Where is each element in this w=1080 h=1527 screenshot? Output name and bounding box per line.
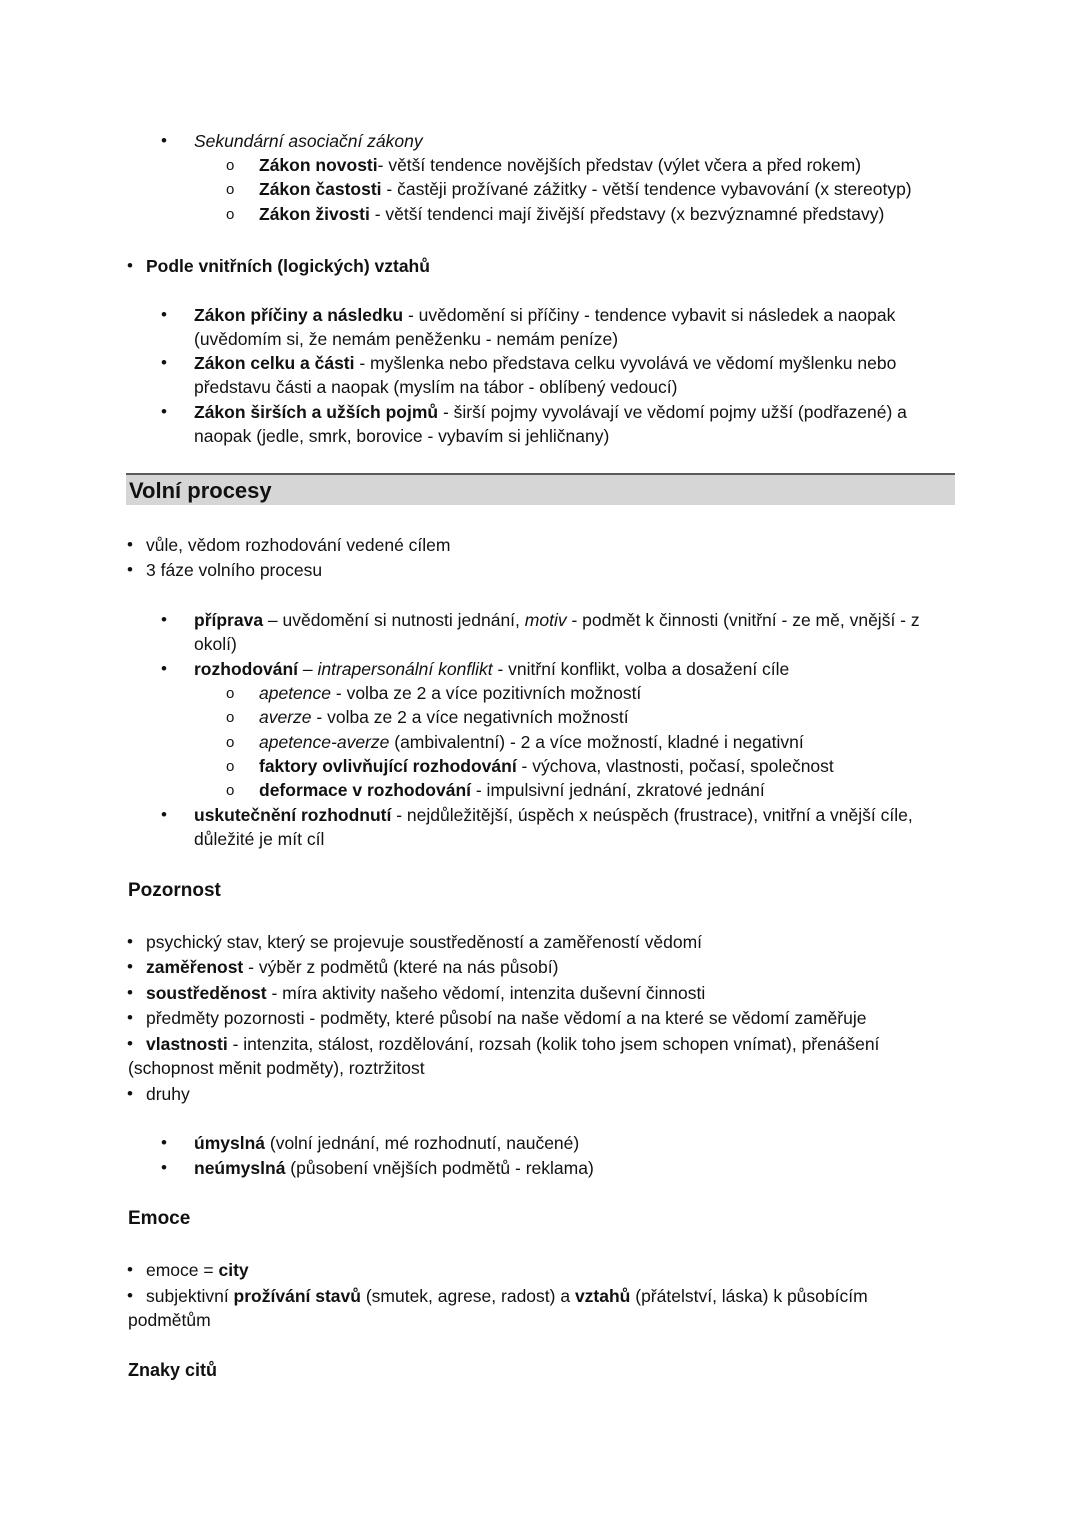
bullet-icon: • bbox=[127, 256, 133, 275]
bullet-icon: • bbox=[161, 610, 167, 629]
bullet-icon: • bbox=[161, 305, 167, 324]
circle-bullet-icon: o bbox=[226, 157, 235, 174]
law-novosti: Zákon novosti- větší tendence novějších představ (výlet včera a před rokem) bbox=[259, 155, 862, 175]
emoce-line-1: emoce = city bbox=[146, 1260, 249, 1280]
law-castosti: Zákon častosti - častěji prožívané zážitky - větší tendence vybavování (x stereotyp) bbox=[259, 179, 912, 199]
law-priciny-cont: (uvědomím si, že nemám peněženku - nemám peníze) bbox=[194, 329, 619, 349]
bullet-icon: • bbox=[161, 353, 167, 372]
law-sirsich-cont: naopak (jedle, smrk, borovice - vybavím si jehličnany) bbox=[194, 426, 610, 446]
sub-deformace: deformace v rozhodování - impulsivní jednání, zkratové jednání bbox=[259, 780, 765, 800]
phase-rozhodovani: rozhodování – intrapersonální konflikt - vnitřní konflikt, volba a dosažení cíle bbox=[194, 659, 790, 679]
pozornost-item-1: psychický stav, který se projevuje soustředěností a zaměřeností vědomí bbox=[146, 932, 703, 952]
circle-bullet-icon: o bbox=[226, 685, 235, 702]
volni-bullet-1: vůle, vědom rozhodování vedené cílem bbox=[146, 535, 451, 555]
bullet-icon: • bbox=[161, 1133, 167, 1152]
sub-faktory: faktory ovlivňující rozhodování - výchova, vlastnosti, počasí, společnost bbox=[259, 756, 834, 776]
pozornost-item-5-cont: (schopnost měnit podměty), roztržitost bbox=[128, 1058, 425, 1078]
sub-averze: averze - volba ze 2 a více negativních možností bbox=[259, 707, 629, 727]
bullet-icon: • bbox=[127, 1034, 133, 1053]
law-priciny: Zákon příčiny a následku - uvědomění si příčiny - tendence vybavit si následek a naopak bbox=[194, 305, 896, 325]
bullet-icon: • bbox=[127, 957, 133, 976]
bullet-icon: • bbox=[127, 1008, 133, 1027]
phase-priprava-cont: okolí) bbox=[194, 634, 237, 654]
law-celku: Zákon celku a části - myšlenka nebo představa celku vyvolává ve vědomí myšlenku nebo bbox=[194, 353, 897, 373]
bullet-icon: • bbox=[127, 1084, 133, 1103]
heading-pozornost: Pozornost bbox=[128, 880, 221, 901]
bullet-icon: • bbox=[161, 131, 167, 150]
pozornost-item-4: předměty pozornosti - podměty, které působí na naše vědomí a na které se vědomí zaměřuje bbox=[146, 1008, 867, 1028]
bullet-icon: • bbox=[127, 932, 133, 951]
pozornost-item-6: druhy bbox=[146, 1084, 190, 1104]
heading-text: Volní procesy bbox=[129, 478, 272, 503]
phase-uskutecneni-cont: důležité je mít cíl bbox=[194, 829, 325, 849]
bullet-icon: • bbox=[127, 983, 133, 1002]
sub-apetence-averze: apetence-averze (ambivalentní) - 2 a více možností, kladné i negativní bbox=[259, 732, 804, 752]
sub-apetence: apetence - volba ze 2 a více pozitivních možností bbox=[259, 683, 642, 703]
logical-relations-title: Podle vnitřních (logických) vztahů bbox=[146, 256, 430, 276]
section-heading-volni-procesy bbox=[126, 473, 955, 505]
secondary-laws-title: Sekundární asociační zákony bbox=[194, 131, 423, 151]
druh-neumyslna: neúmyslná (působení vnějších podmětů - reklama) bbox=[194, 1158, 594, 1178]
heading-znaky-citu: Znaky citů bbox=[128, 1360, 218, 1380]
pozornost-item-3: soustředěnost - míra aktivity našeho vědomí, intenzita duševní činnosti bbox=[146, 983, 706, 1003]
pozornost-item-2: zaměřenost - výběr z podmětů (které na nás působí) bbox=[146, 957, 559, 977]
emoce-line-2-cont: podmětům bbox=[128, 1310, 211, 1330]
circle-bullet-icon: o bbox=[226, 206, 235, 223]
bullet-icon: • bbox=[127, 1260, 133, 1279]
emoce-line-2: subjektivní prožívání stavů (smutek, agrese, radost) a vztahů (přátelství, láska) k působícím bbox=[146, 1286, 868, 1306]
volni-bullet-2: 3 fáze volního procesu bbox=[146, 560, 323, 580]
bullet-icon: • bbox=[161, 659, 167, 678]
bullet-icon: • bbox=[127, 1286, 133, 1305]
circle-bullet-icon: o bbox=[226, 709, 235, 726]
bullet-icon: • bbox=[161, 402, 167, 421]
circle-bullet-icon: o bbox=[226, 734, 235, 751]
druh-umyslna: úmyslná (volní jednání, mé rozhodnutí, naučené) bbox=[194, 1133, 580, 1153]
bullet-icon: • bbox=[161, 805, 167, 824]
bullet-icon: • bbox=[161, 1158, 167, 1177]
heading-emoce: Emoce bbox=[128, 1208, 191, 1229]
circle-bullet-icon: o bbox=[226, 758, 235, 775]
law-celku-cont: představu části a naopak (myslím na tábor - oblíbený vedoucí) bbox=[194, 377, 678, 397]
phase-uskutecneni: uskutečnění rozhodnutí - nejdůležitější, úspěch x neúspěch (frustrace), vnitřní a vnější cíle, bbox=[194, 805, 913, 825]
bullet-icon: • bbox=[127, 560, 133, 579]
circle-bullet-icon: o bbox=[226, 782, 235, 799]
circle-bullet-icon: o bbox=[226, 181, 235, 198]
phase-priprava: příprava – uvědomění si nutnosti jednání, motiv - podmět k činnosti (vnitřní - ze mě, vnější - z bbox=[194, 610, 920, 630]
pozornost-item-5: vlastnosti - intenzita, stálost, rozdělování, rozsah (kolik toho jsem schopen vnímat), přenášení bbox=[146, 1034, 880, 1054]
bullet-icon: • bbox=[127, 535, 133, 554]
law-zivosti: Zákon živosti - větší tendenci mají živější představy (x bezvýznamné představy) bbox=[259, 204, 885, 224]
law-sirsich: Zákon širších a užších pojmů - širší pojmy vyvolávají ve vědomí pojmy užší (podřazené) a bbox=[194, 402, 907, 422]
